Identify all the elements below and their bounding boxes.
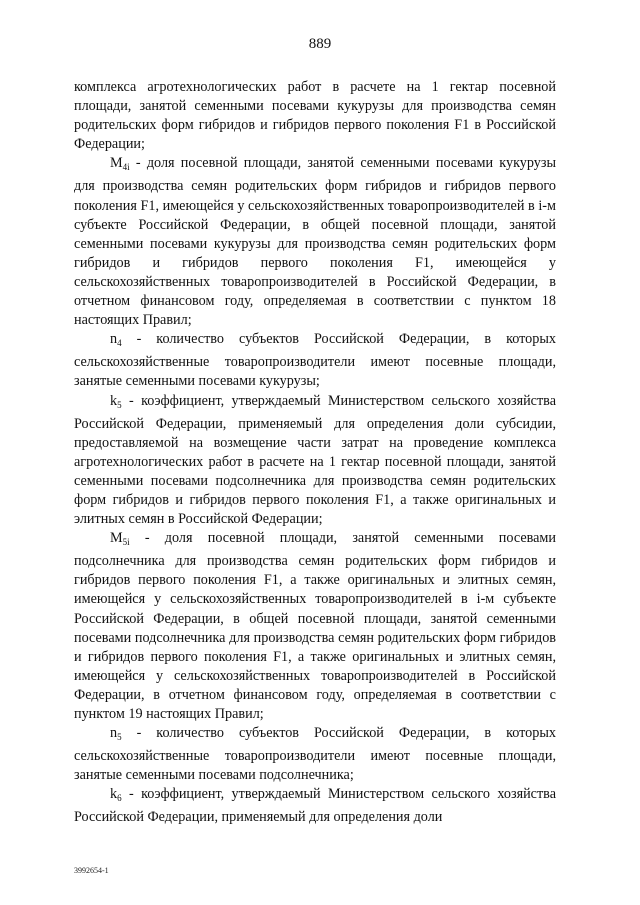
paragraph-text: - доля посевной площади, занятой семенными посевами подсолнечника для производства семян родительских форм гибридов и гибридов первого поколения F1, а также оригинальных и элитных семян, имеющейся у сельскохозяйственных товаропроизводителей в i-м субъекте Российской Федерации, в общей посевной площади, занятой семенными посевами подсолнечника для производства семян родительских форм гибридов и гибридов первого поколения F1, а также оригинальных и элитных семян, имеющейся у сельскохозяйственных товаропроизводителей в Российской Федерации, в отчетном финансовом году, определяемая в соответствии с пунктом 19 настоящих Правил; <box>74 530 556 722</box>
paragraph-text: комплекса агротехнологических работ в расчете на 1 гектар посевной площади, занятой семенными посевами кукурузы для производства семян родительских форм гибридов и гибридов первого поколения F1 в Российской Федерации; <box>74 79 556 153</box>
paragraph-text: - коэффициент, утверждаемый Министерством сельского хозяйства Российской Федерации, применяемый для определения доли <box>74 786 556 826</box>
formula-subscript: 5 <box>117 732 122 743</box>
paragraph-continuation <box>74 78 556 154</box>
formula-symbol: k <box>110 786 118 803</box>
page-number: 889 <box>308 36 332 52</box>
formula-subscript: 4 <box>117 338 122 349</box>
formula-symbol: M <box>110 155 123 172</box>
paragraph-m5i <box>74 529 556 724</box>
formula-symbol: n <box>110 331 118 348</box>
formula-subscript: 5 <box>117 399 122 410</box>
paragraph-m4i <box>74 154 556 330</box>
formula-subscript: 5i <box>122 537 130 548</box>
paragraph-text: - количество субъектов Российской Федерации, в которых сельскохозяйственные товаропроизводители имеют посевные площади, занятые семенными посевами кукурузы; <box>74 331 556 390</box>
paragraph-n5 <box>74 724 556 785</box>
document-body <box>74 78 556 828</box>
paragraph-k6 <box>74 785 556 827</box>
document-id: 3992654-1 <box>74 866 109 875</box>
paragraph-text: - коэффициент, утверждаемый Министерством сельского хозяйства Российской Федерации, применяемый для определения доли субсидии, предоставляемой на возмещение части затрат на проведение комплекса агротехнологических работ в расчете на 1 гектар посевной площади, занятой семенными посевами подсолнечника для производства семян родительских форм гибридов и гибридов первого поколения F1, а также оригинальных и элитных семян в Российской Федерации; <box>74 392 556 528</box>
paragraph-k5 <box>74 392 556 530</box>
formula-subscript: 4i <box>122 162 130 173</box>
formula-symbol: M <box>110 530 123 547</box>
formula-symbol: n <box>110 725 118 742</box>
formula-symbol: k <box>110 392 118 409</box>
paragraph-text: - доля посевной площади, занятой семенными посевами кукурузы для производства семян родительских форм гибридов и гибридов первого поколения F1, имеющейся у сельскохозяйственных товаропроизводителей в i-м субъекте Российской Федерации, в общей посевной площади, занятой семенными посевами кукурузы для производства семян родительских форм гибридов и гибридов первого поколения F1, имеющейся у сельскохозяйственных товаропроизводителей в Российской Федерации, в отчетном финансовом году, определяемая в соответствии с пунктом 18 настоящих Правил; <box>74 155 556 329</box>
formula-subscript: 6 <box>117 793 122 804</box>
paragraph-text: - количество субъектов Российской Федерации, в которых сельскохозяйственные товаропроизводители имеют посевные площади, занятые семенными посевами подсолнечника; <box>74 725 556 784</box>
paragraph-n4 <box>74 330 556 391</box>
